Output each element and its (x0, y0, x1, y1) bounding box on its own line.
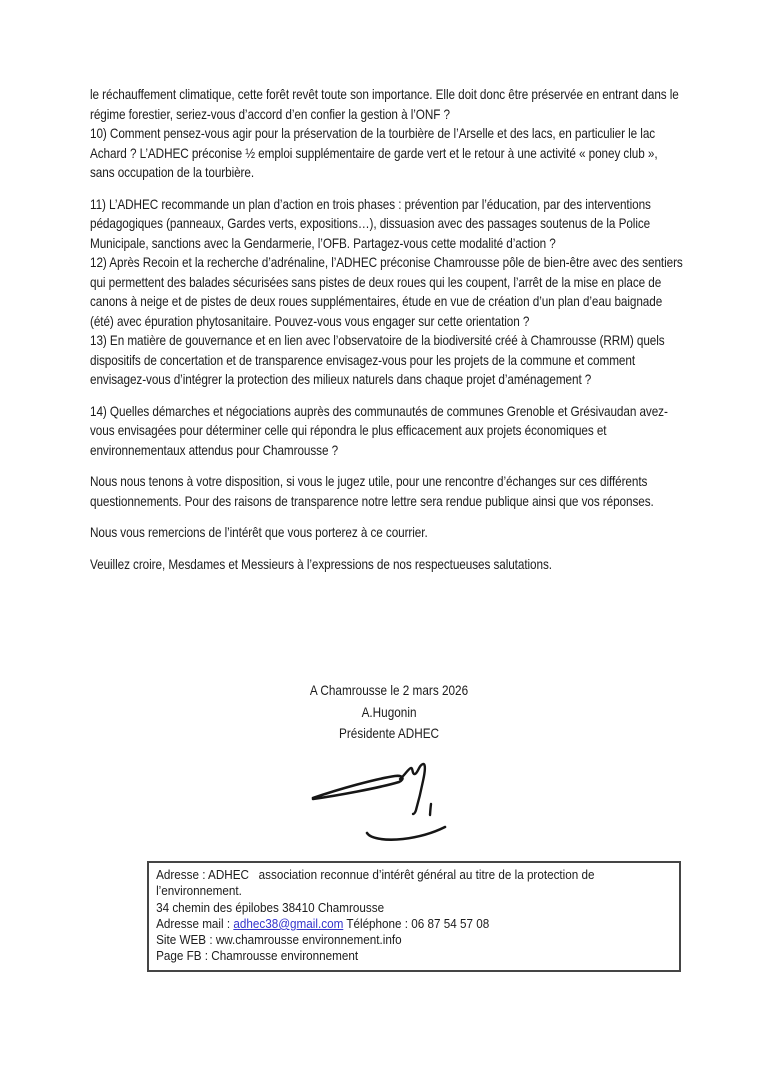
contact-address-line: Adresse : ADHEC association reconnue d’intérêt général au titre de la protection de l’environnement. (156, 867, 598, 899)
handwritten-signature-image (305, 748, 495, 848)
letter-paragraph: 10) Comment pensez-vous agir pour la préservation de la tourbière de l’Arselle et des lacs, en particulier le lac Achard ? L’ADHEC préconise ½ emploi supplémentaire de garde vert et le retour à une activité « poney club », sans occupation de la tourbière. (90, 125, 664, 180)
letter-paragraph: le réchauffement climatique, cette forêt revêt toute son importance. Elle doit donc être préservée en entrant dans le régime forestier, seriez-vous d’accord d’en confier la gestion à l’ONF ? (90, 86, 682, 122)
letter-paragraph: Veuillez croire, Mesdames et Messieurs à l’expressions de nos respectueuses salutations. (90, 555, 552, 572)
letter-paragraph: 13) En matière de gouvernance et en lien avec l’observatoire de la biodiversité créé à Chamrousse (RRM) quels dispositifs de concertation et de transparence envisagez-vous pour les projets de la commune et comment envisagez-vous d’intégrer la protection des milieux naturels dans chaque projet d’aménagement ? (90, 332, 668, 387)
place-date-line: A Chamrousse le 2 mars 2026 (309, 682, 469, 698)
signer-title: Présidente ADHEC (339, 725, 440, 741)
closing-block (90, 680, 688, 745)
letter-body (90, 85, 688, 574)
email-link[interactable]: adhec38@gmail.com (233, 915, 344, 931)
contact-info-content (149, 863, 681, 970)
contact-facebook-line: Page FB : Chamrousse environnement (156, 948, 359, 964)
letter-paragraph: Nous nous tenons à votre disposition, si vous le jugez utile, pour une rencontre d’échanges sur ces différents questionnements. Pour des raisons de transparence notre lettre sera rendue publique ainsi que vos réponses. (90, 473, 654, 509)
contact-street-line: 34 chemin des épilobes 38410 Chamrousse (156, 899, 385, 915)
letter-paragraph: 14) Quelles démarches et négociations auprès des communautés de communes Grenoble et Grésivaudan avez-vous envisagées pour déterminer celle qui répondra le plus efficacement aux projets économiques et environnementaux attendus pour Chamrousse ? (90, 402, 668, 458)
phone-label: Téléphone : 06 87 54 57 08 (343, 915, 490, 931)
signer-name: A.Hugonin (361, 703, 417, 720)
contact-website-line: Site WEB : ww.chamrousse environnement.info (156, 932, 402, 948)
contact-mail-line (156, 916, 675, 932)
letter-paragraph: 12) Après Recoin et la recherche d’adrénaline, l’ADHEC préconise Chamrousse pôle de bien-être avec des sentiers qui permettent des balades sécurisées sans pistes de deux roues qui les coupent, l’arrêt de la mise en place de canons à neige et de pistes de deux roues supplémentaires, étude en vue de création d’un plan d’eau baignade (été) avec épuration phytosanitaire. Pouvez-vous vous engager sur cette orientation ? (90, 254, 686, 329)
letter-paragraph: 11) L’ADHEC recommande un plan d’action en trois phases : prévention par l’éducation, par des interventions pédagogiques (panneaux, Gardes verts, expositions…), dissuasion avec des passages soutenus de la Police Municipale, sanctions avec la Gendarmerie, l’OFB. Partagez-vous cette modalité d’action ? (90, 195, 655, 251)
letter-paragraph: Nous vous remercions de l’intérêt que vous porterez à ce courrier. (90, 524, 428, 540)
mail-label: Adresse mail : (156, 915, 234, 931)
contact-info-box (147, 861, 681, 972)
